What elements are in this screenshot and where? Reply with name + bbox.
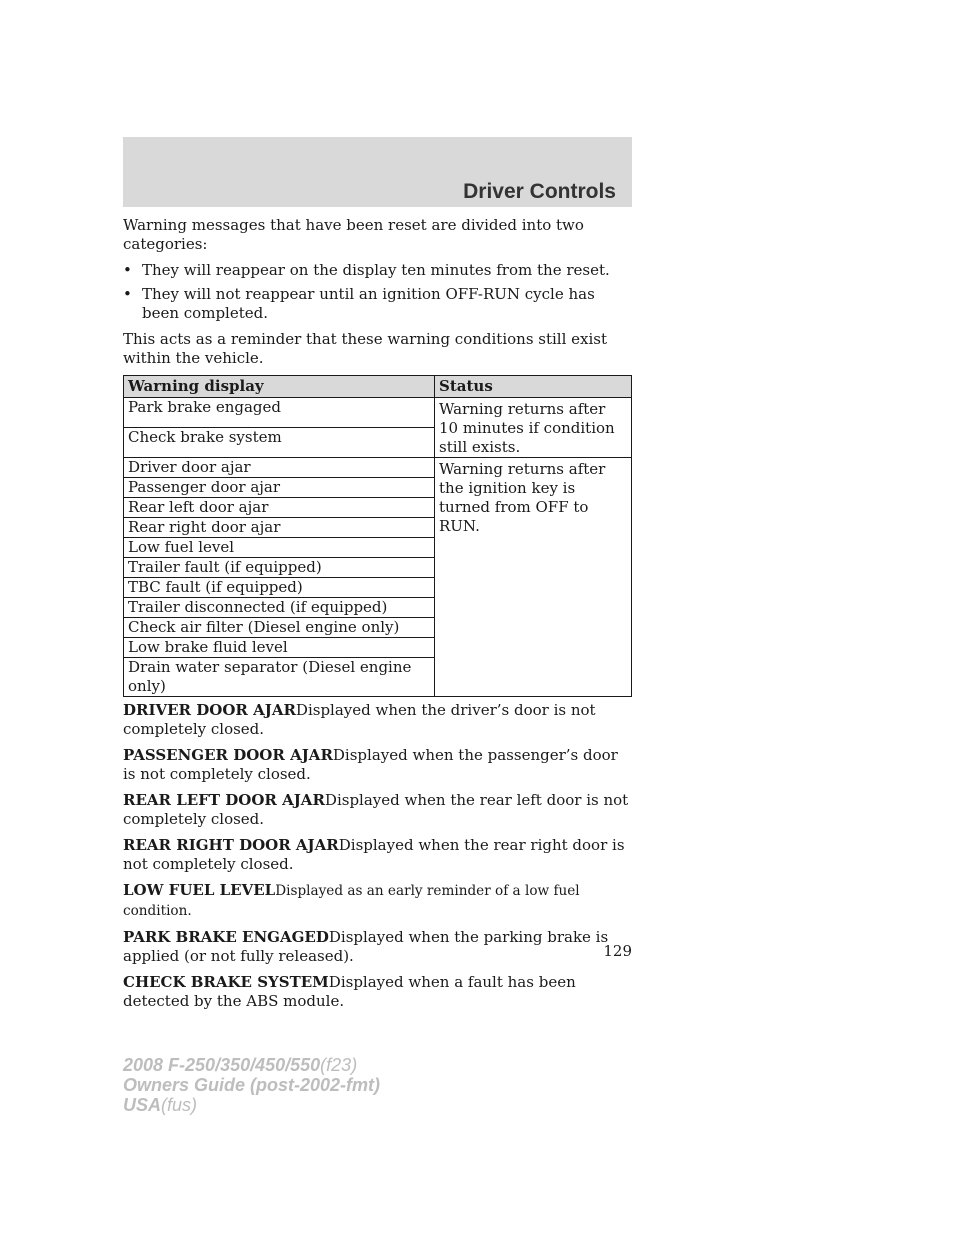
warning-cell: Passenger door ajar (124, 478, 435, 498)
definition-text: Displayed when the passenger’s door is not completely closed. (123, 746, 618, 783)
bullet-list (123, 261, 632, 323)
bullet-item: • They will reappear on the display ten minutes from the reset. (123, 261, 632, 280)
column-header-status: Status (435, 376, 632, 398)
definition-item (123, 791, 632, 829)
warning-cell: Park brake engaged (124, 398, 435, 428)
definition-term: PARK BRAKE ENGAGED (123, 928, 329, 946)
footer-line-model: 2008 F-250/350/450/550(f23) (123, 1055, 358, 1075)
definition-term: LOW FUEL LEVEL (123, 881, 276, 899)
bullet-item: • They will not reappear until an ignition OFF-RUN cycle has been completed. (123, 285, 632, 323)
section-header-band (123, 137, 632, 207)
document-footer (123, 1055, 380, 1115)
warning-cell: Drain water separator (Diesel engine only) (124, 658, 435, 697)
warning-cell: Rear right door ajar (124, 518, 435, 538)
page-number: 129 (603, 942, 632, 960)
warning-cell: TBC fault (if equipped) (124, 578, 435, 598)
definition-item (123, 701, 632, 739)
footer-line-guide: Owners Guide (post-2002-fmt) (123, 1075, 381, 1095)
column-header-warning-display: Warning display (124, 376, 435, 398)
definition-term: REAR RIGHT DOOR AJAR (123, 836, 339, 854)
definition-item (123, 881, 632, 921)
warning-cell: Driver door ajar (124, 458, 435, 478)
definition-text: Displayed when the rear right door is not completely closed. (123, 836, 625, 873)
warning-cell: Check brake system (124, 428, 435, 458)
definition-term: DRIVER DOOR AJAR (123, 701, 296, 719)
definition-text: Displayed when a fault has been detected by the ABS module. (123, 973, 576, 1010)
definition-term: REAR LEFT DOOR AJAR (123, 791, 325, 809)
definition-item (123, 973, 632, 1011)
warning-cell: Low brake fluid level (124, 638, 435, 658)
status-cell: Warning returns after 10 minutes if condition still exists. (435, 398, 632, 458)
definition-item (123, 836, 632, 874)
page-content (123, 216, 632, 1018)
warning-cell: Trailer disconnected (if equipped) (124, 598, 435, 618)
table-header-row (124, 376, 632, 398)
definition-text: Displayed when the rear left door is not completely closed. (123, 791, 629, 828)
warning-cell: Low fuel level (124, 538, 435, 558)
footer-line-country: USA(fus) (123, 1095, 198, 1115)
warning-table (123, 375, 632, 697)
definitions-list (123, 701, 632, 1011)
definition-text: Displayed when the parking brake is applied (or not fully released). (123, 928, 609, 965)
definition-text: Displayed as an early reminder of a low fuel condition. (123, 883, 580, 919)
definition-term: CHECK BRAKE SYSTEM (123, 973, 329, 991)
status-cell: Warning returns after the ignition key is turned from OFF to RUN. (435, 458, 632, 697)
definition-text: Displayed when the driver’s door is not completely closed. (123, 701, 596, 738)
intro-paragraph: Warning messages that have been reset are divided into two categories: (123, 216, 584, 253)
table-row (124, 458, 632, 478)
definition-term: PASSENGER DOOR AJAR (123, 746, 333, 764)
warning-cell: Check air filter (Diesel engine only) (124, 618, 435, 638)
warning-cell: Rear left door ajar (124, 498, 435, 518)
definition-item (123, 928, 632, 966)
warning-cell: Trailer fault (if equipped) (124, 558, 435, 578)
table-row (124, 398, 632, 428)
section-title: Driver Controls (463, 180, 616, 203)
reminder-paragraph: This acts as a reminder that these warning conditions still exist within the vehicle. (123, 330, 608, 367)
definition-item (123, 746, 632, 784)
